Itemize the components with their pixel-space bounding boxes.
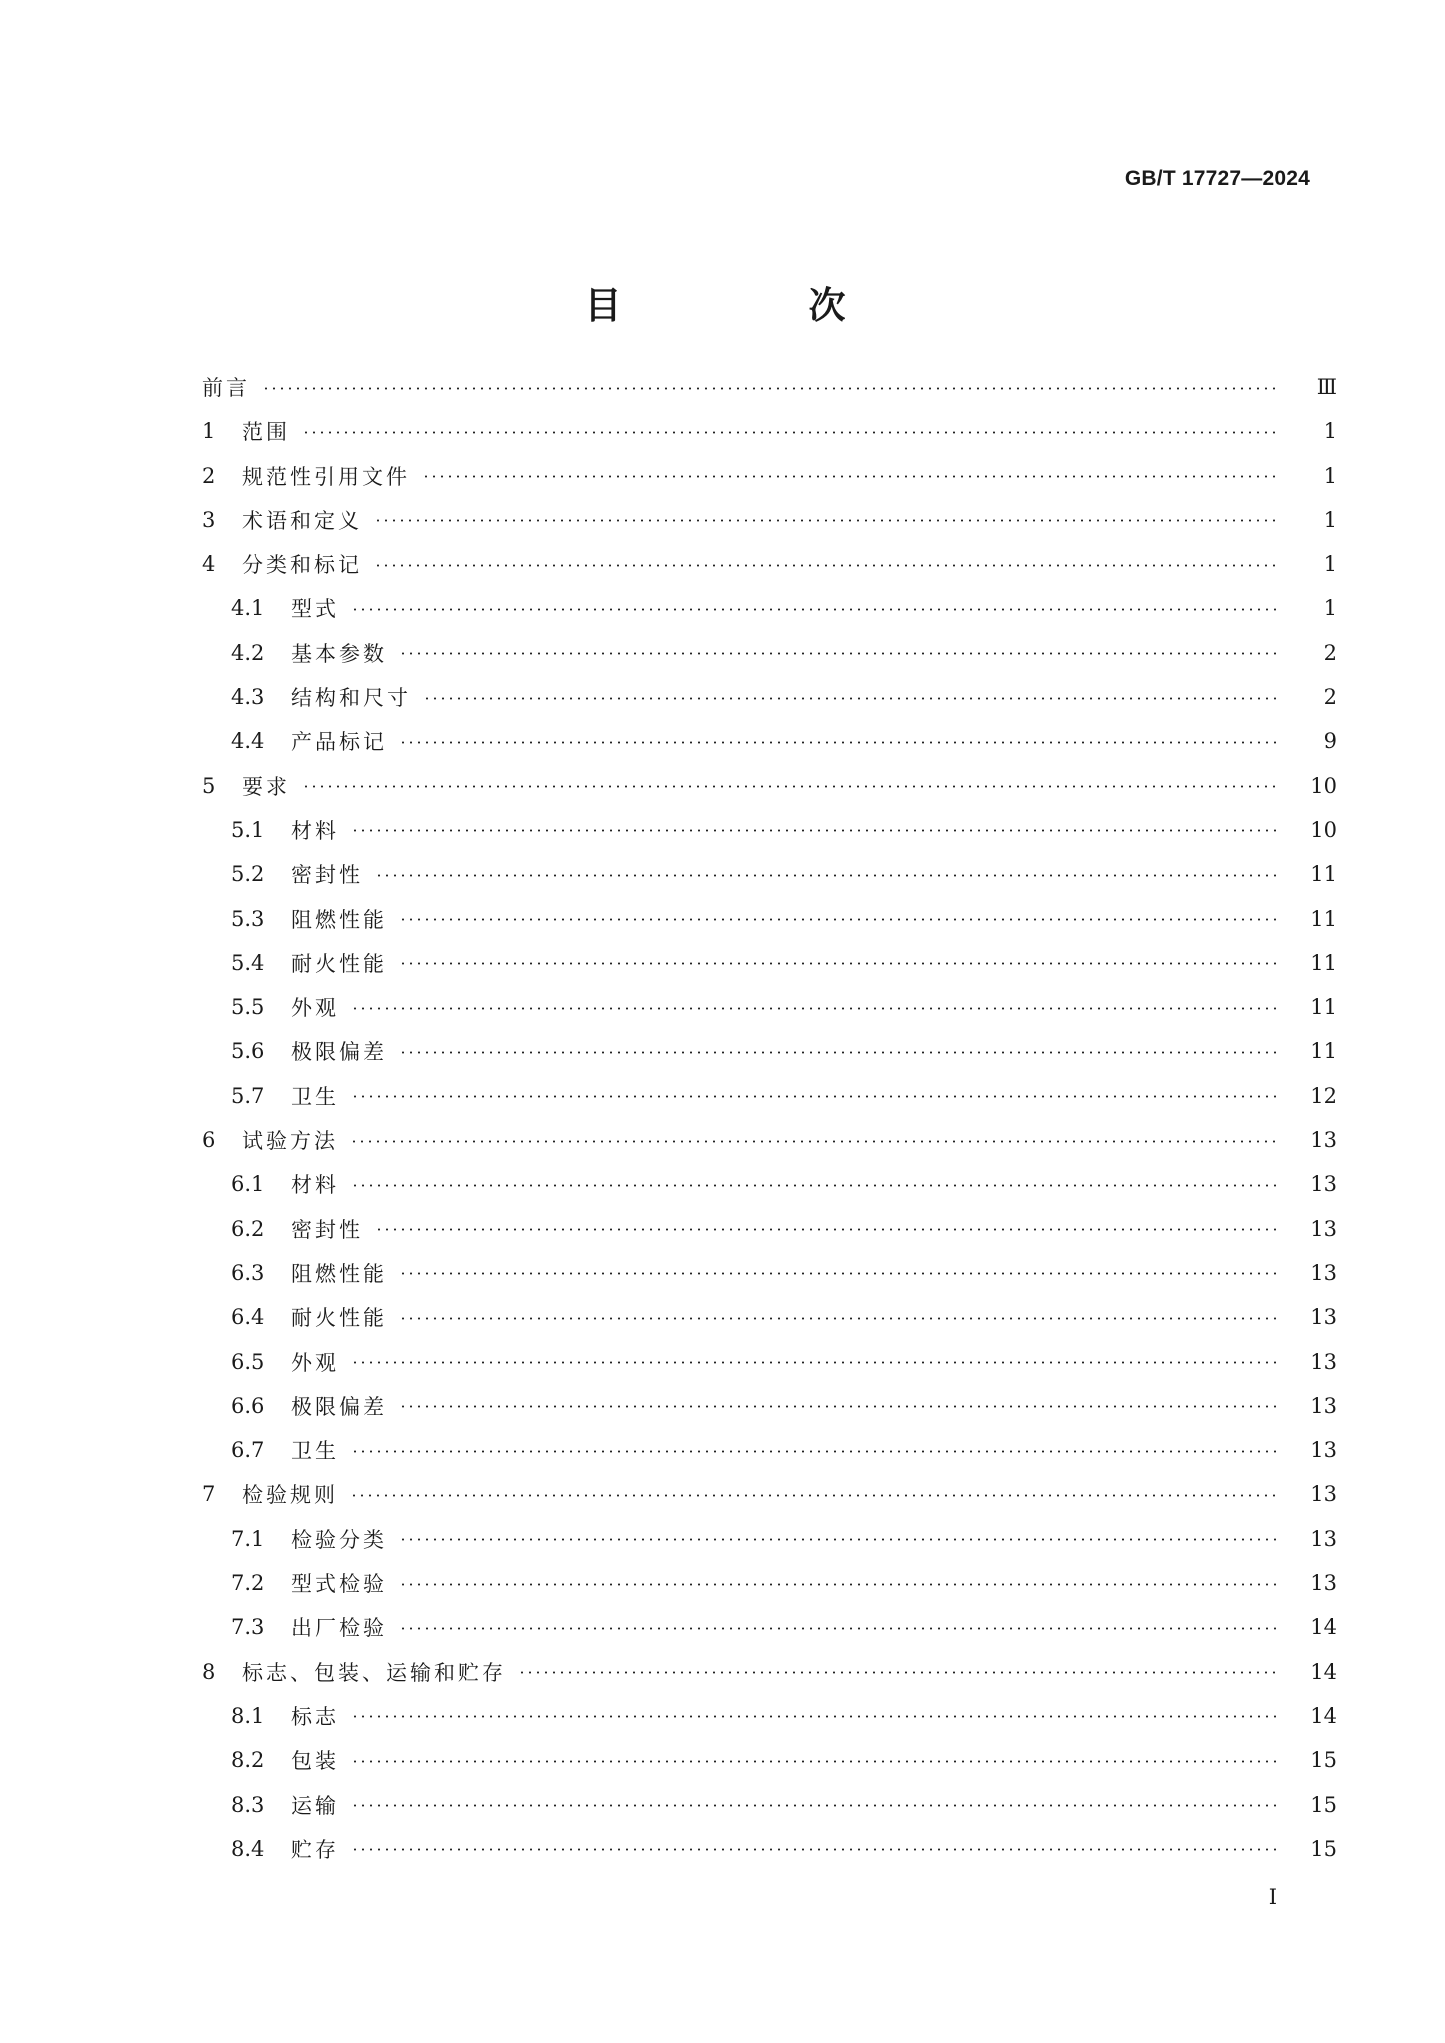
toc-leader-dots (375, 874, 1281, 877)
toc-entry-line (202, 368, 1337, 406)
page-title: 目 次 (584, 283, 921, 327)
toc-entry[interactable] (0, 1608, 1445, 1652)
toc-entry-number: 4.3 (231, 685, 265, 710)
toc-leader-dots (262, 387, 1281, 390)
toc-entry-line (231, 1077, 1337, 1115)
toc-entry-number: 6.5 (231, 1349, 265, 1374)
toc-entry-number: 4.2 (231, 640, 265, 665)
toc-entry-number: 7.3 (231, 1615, 265, 1640)
toc-leader-dots (399, 1583, 1281, 1586)
toc-entry-line (231, 1520, 1337, 1558)
toc-entry[interactable] (0, 767, 1445, 811)
toc-entry-page: 11 (1310, 862, 1337, 887)
toc-entry-label: 术语和定义 (242, 508, 362, 533)
toc-entry-number: 6.3 (231, 1260, 265, 1285)
toc-entry-number: 8 (202, 1659, 216, 1684)
toc-entry-label: 标志、包装、运输和贮存 (242, 1660, 506, 1685)
toc-entry-page: 11 (1310, 950, 1337, 975)
toc-entry-line (231, 1343, 1337, 1381)
toc-leader-dots (374, 564, 1281, 567)
toc-entry-label: 包装 (291, 1749, 339, 1774)
table-of-contents (0, 368, 1445, 1874)
toc-entry-label: 检验规则 (242, 1483, 338, 1508)
toc-entry-page: Ⅲ (1316, 375, 1337, 399)
toc-entry[interactable] (0, 855, 1445, 899)
toc-entry-label: 耐火性能 (291, 951, 387, 976)
toc-entry-page: 11 (1310, 906, 1337, 931)
toc-leader-dots (302, 431, 1281, 434)
standard-code: GB/T 17727—2024 (1124, 167, 1310, 190)
toc-entry-line (231, 855, 1337, 893)
toc-leader-dots (399, 962, 1281, 965)
toc-entry[interactable] (0, 1165, 1445, 1209)
toc-entry-number: 6.7 (231, 1438, 265, 1463)
toc-entry-line (231, 1210, 1337, 1248)
toc-entry-number: 2 (202, 463, 216, 488)
toc-entry[interactable] (0, 1741, 1445, 1785)
toc-entry-page: 1 (1323, 507, 1337, 532)
toc-entry-label: 试验方法 (242, 1129, 338, 1154)
toc-entry-label: 阻燃性能 (291, 907, 387, 932)
toc-leader-dots (351, 1361, 1281, 1364)
toc-entry-line (231, 722, 1337, 760)
toc-entry-page: 13 (1310, 1526, 1337, 1551)
toc-entry-page: 2 (1323, 640, 1337, 665)
toc-entry-page: 10 (1310, 817, 1337, 842)
toc-entry[interactable] (0, 368, 1445, 412)
toc-entry-number: 4.4 (231, 729, 265, 754)
toc-entry-label: 耐火性能 (291, 1306, 387, 1331)
toc-entry[interactable] (0, 634, 1445, 678)
toc-entry-label: 产品标记 (291, 730, 387, 755)
toc-entry[interactable] (0, 722, 1445, 766)
toc-entry[interactable] (0, 589, 1445, 633)
toc-entry-line (202, 412, 1337, 450)
toc-entry-number: 8.3 (231, 1792, 265, 1817)
toc-entry-page: 1 (1323, 463, 1337, 488)
toc-entry[interactable] (0, 501, 1445, 545)
toc-leader-dots (518, 1671, 1281, 1674)
toc-entry-line (231, 1786, 1337, 1824)
toc-entry-line (202, 545, 1337, 583)
toc-entry[interactable] (0, 1431, 1445, 1475)
toc-entry-line (231, 1830, 1337, 1868)
toc-entry-number: 8.2 (231, 1748, 265, 1773)
toc-entry-label: 标志 (291, 1704, 339, 1729)
toc-entry-line (231, 1564, 1337, 1602)
toc-leader-dots (351, 1184, 1281, 1187)
toc-entry-number: 1 (202, 419, 216, 444)
toc-leader-dots (350, 1494, 1281, 1497)
toc-entry-page: 11 (1310, 995, 1337, 1020)
toc-entry-number: 5.5 (231, 995, 265, 1020)
toc-entry-line (231, 1387, 1337, 1425)
toc-entry[interactable] (0, 1520, 1445, 1564)
toc-entry-line (202, 1653, 1337, 1691)
toc-entry-label: 卫生 (291, 1439, 339, 1464)
toc-leader-dots (399, 1272, 1281, 1275)
toc-entry[interactable] (0, 1564, 1445, 1608)
toc-entry-page: 11 (1310, 1039, 1337, 1064)
toc-entry[interactable] (0, 900, 1445, 944)
toc-entry-page: 13 (1310, 1393, 1337, 1418)
toc-leader-dots (374, 519, 1281, 522)
toc-entry-label: 卫生 (291, 1084, 339, 1109)
toc-entry-page: 9 (1323, 729, 1337, 754)
toc-entry-number: 5.1 (231, 817, 265, 842)
toc-entry-number: 5.2 (231, 862, 265, 887)
toc-entry-number: 5 (202, 773, 216, 798)
toc-entry-line (202, 767, 1337, 805)
toc-entry-page: 14 (1310, 1615, 1337, 1640)
toc-entry-label: 极限偏差 (291, 1394, 387, 1419)
toc-entry-number: 4 (202, 552, 216, 577)
toc-entry[interactable] (0, 545, 1445, 589)
toc-leader-dots (399, 1317, 1281, 1320)
toc-leader-dots (375, 1228, 1281, 1231)
toc-entry-page: 13 (1310, 1260, 1337, 1285)
toc-entry-number: 6.1 (231, 1172, 265, 1197)
toc-entry[interactable] (0, 1653, 1445, 1697)
toc-entry[interactable] (0, 457, 1445, 501)
toc-entry[interactable] (0, 1387, 1445, 1431)
toc-entry-label: 前言 (202, 376, 250, 400)
toc-entry-line (231, 1697, 1337, 1735)
toc-entry-page: 14 (1310, 1703, 1337, 1728)
toc-leader-dots (351, 608, 1281, 611)
toc-entry[interactable] (0, 1121, 1445, 1165)
toc-entry-line (202, 1475, 1337, 1513)
toc-entry-line (202, 501, 1337, 539)
toc-entry-line (202, 1121, 1337, 1159)
toc-entry-line (231, 634, 1337, 672)
toc-entry-line (231, 1298, 1337, 1336)
toc-entry-label: 要求 (242, 774, 290, 799)
toc-leader-dots (302, 785, 1281, 788)
toc-entry-label: 外观 (291, 1350, 339, 1375)
toc-entry-label: 外观 (291, 996, 339, 1021)
toc-entry-number: 6.2 (231, 1216, 265, 1241)
toc-entry-number: 6.6 (231, 1393, 265, 1418)
toc-entry[interactable] (0, 412, 1445, 456)
toc-leader-dots (351, 1007, 1281, 1010)
toc-entry-label: 规范性引用文件 (242, 464, 410, 489)
toc-entry[interactable] (0, 678, 1445, 722)
toc-entry-number: 6.4 (231, 1305, 265, 1330)
toc-entry-line (231, 1254, 1337, 1292)
toc-leader-dots (351, 1848, 1281, 1851)
toc-leader-dots (423, 697, 1281, 700)
toc-entry-line (231, 1032, 1337, 1070)
toc-entry-number: 7.1 (231, 1526, 265, 1551)
toc-entry-line (231, 988, 1337, 1026)
toc-entry-line (231, 900, 1337, 938)
toc-entry-label: 极限偏差 (291, 1040, 387, 1065)
toc-entry-number: 8.4 (231, 1836, 265, 1861)
toc-entry-line (231, 1741, 1337, 1779)
toc-entry-line (202, 457, 1337, 495)
toc-entry-page: 15 (1310, 1836, 1337, 1861)
toc-entry-page: 13 (1310, 1128, 1337, 1153)
toc-leader-dots (399, 918, 1281, 921)
toc-entry-page: 10 (1310, 773, 1337, 798)
toc-entry[interactable] (0, 1077, 1445, 1121)
toc-entry-label: 运输 (291, 1793, 339, 1818)
toc-entry[interactable] (0, 1254, 1445, 1298)
toc-entry-page: 13 (1310, 1349, 1337, 1374)
toc-entry-label: 型式检验 (291, 1572, 387, 1597)
toc-entry-page: 14 (1310, 1659, 1337, 1684)
toc-entry-page: 13 (1310, 1482, 1337, 1507)
footer-page-number: I (1268, 1885, 1277, 1909)
toc-entry-number: 8.1 (231, 1703, 265, 1728)
toc-entry-label: 分类和标记 (242, 553, 362, 578)
toc-entry-line (231, 1431, 1337, 1469)
toc-entry-page: 15 (1310, 1792, 1337, 1817)
toc-leader-dots (399, 741, 1281, 744)
toc-entry-number: 5.6 (231, 1039, 265, 1064)
toc-entry-label: 材料 (291, 818, 339, 843)
toc-leader-dots (351, 1804, 1281, 1807)
toc-entry[interactable] (0, 811, 1445, 855)
toc-entry-number: 7 (202, 1482, 216, 1507)
toc-entry-number: 3 (202, 507, 216, 532)
toc-leader-dots (351, 829, 1281, 832)
toc-entry[interactable] (0, 1830, 1445, 1874)
toc-leader-dots (351, 1715, 1281, 1718)
toc-entry[interactable] (0, 1210, 1445, 1254)
toc-entry-page: 1 (1323, 596, 1337, 621)
toc-entry-line (231, 1165, 1337, 1203)
toc-leader-dots (399, 1627, 1281, 1630)
toc-entry-page: 13 (1310, 1172, 1337, 1197)
toc-entry-line (231, 811, 1337, 849)
toc-leader-dots (350, 1140, 1281, 1143)
toc-entry-label: 结构和尺寸 (291, 686, 411, 711)
toc-entry-label: 密封性 (291, 1217, 363, 1242)
toc-entry-label: 贮存 (291, 1837, 339, 1862)
toc-entry-number: 5.4 (231, 950, 265, 975)
toc-entry-page: 1 (1323, 419, 1337, 444)
toc-leader-dots (399, 1405, 1281, 1408)
toc-entry-label: 检验分类 (291, 1527, 387, 1552)
toc-leader-dots (351, 1450, 1281, 1453)
toc-entry-number: 6 (202, 1128, 216, 1153)
toc-entry-page: 2 (1323, 685, 1337, 710)
toc-entry-label: 密封性 (291, 863, 363, 888)
toc-leader-dots (351, 1760, 1281, 1763)
toc-entry-number: 5.3 (231, 906, 265, 931)
toc-entry-line (231, 589, 1337, 627)
toc-entry-page: 12 (1310, 1083, 1337, 1108)
toc-entry-page: 13 (1310, 1305, 1337, 1330)
toc-entry-page: 15 (1310, 1748, 1337, 1773)
toc-entry[interactable] (0, 1343, 1445, 1387)
toc-entry-label: 范围 (242, 420, 290, 445)
toc-entry-page: 1 (1323, 552, 1337, 577)
toc-entry-label: 阻燃性能 (291, 1261, 387, 1286)
toc-entry-line (231, 678, 1337, 716)
toc-leader-dots (399, 1051, 1281, 1054)
toc-leader-dots (399, 652, 1281, 655)
toc-entry-page: 13 (1310, 1216, 1337, 1241)
toc-entry-page: 13 (1310, 1438, 1337, 1463)
toc-entry-line (231, 1608, 1337, 1646)
toc-entry-label: 材料 (291, 1173, 339, 1198)
toc-entry-label: 出厂检验 (291, 1616, 387, 1641)
toc-entry-label: 型式 (291, 597, 339, 622)
toc-entry[interactable] (0, 1786, 1445, 1830)
toc-entry-number: 5.7 (231, 1083, 265, 1108)
toc-entry[interactable] (0, 1032, 1445, 1076)
toc-entry[interactable] (0, 1298, 1445, 1342)
toc-entry[interactable] (0, 944, 1445, 988)
toc-entry-number: 7.2 (231, 1571, 265, 1596)
toc-entry[interactable] (0, 1475, 1445, 1519)
toc-entry-number: 4.1 (231, 596, 265, 621)
toc-leader-dots (351, 1095, 1281, 1098)
toc-entry-page: 13 (1310, 1571, 1337, 1596)
toc-entry[interactable] (0, 1697, 1445, 1741)
toc-leader-dots (399, 1538, 1281, 1541)
toc-leader-dots (422, 475, 1281, 478)
toc-entry-label: 基本参数 (291, 641, 387, 666)
toc-entry[interactable] (0, 988, 1445, 1032)
toc-entry-line (231, 944, 1337, 982)
